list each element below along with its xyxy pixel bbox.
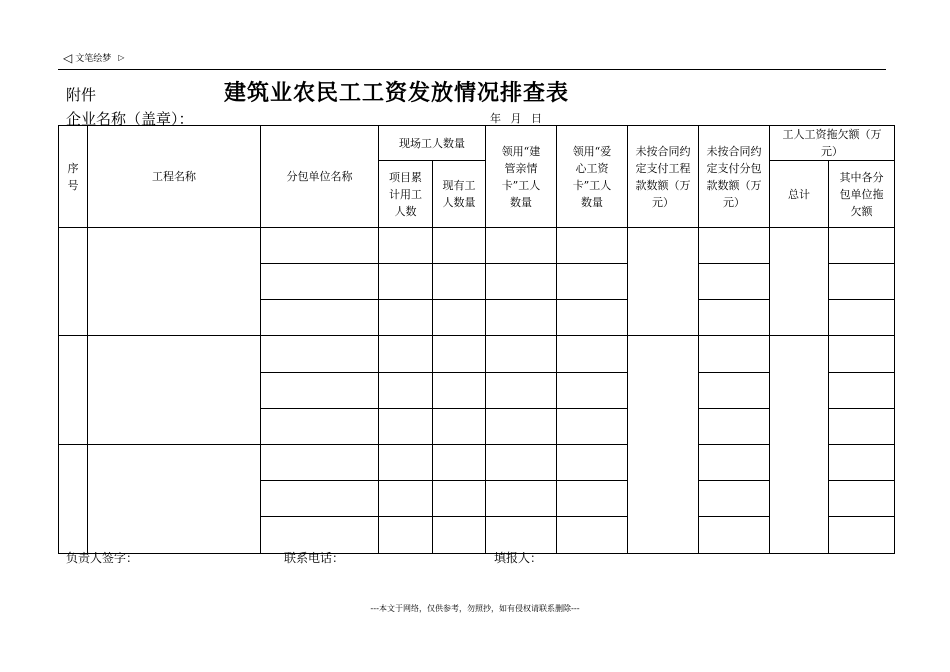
header-jianguan-card xyxy=(486,126,557,228)
cell-subcontractor[interactable] xyxy=(261,481,379,517)
header-unpaid-project xyxy=(628,126,699,228)
cell-subcontractor[interactable] xyxy=(261,300,379,336)
cell[interactable] xyxy=(433,409,486,445)
cell-subcontractor[interactable] xyxy=(261,373,379,409)
cell[interactable] xyxy=(433,373,486,409)
cell[interactable] xyxy=(486,517,557,554)
cell[interactable] xyxy=(699,300,770,336)
attachment-label: 附件 xyxy=(66,86,97,104)
header-workers-group: 现场工人数量 xyxy=(379,126,486,161)
cell[interactable] xyxy=(557,336,628,373)
cell-project-name[interactable] xyxy=(88,445,261,554)
table-row xyxy=(59,336,895,373)
cell[interactable] xyxy=(433,264,486,300)
cell[interactable] xyxy=(829,264,895,300)
date-label: 年 月 日 xyxy=(490,112,542,125)
page-title: 建筑业农民工工资发放情况排查表 xyxy=(224,80,570,106)
cell[interactable] xyxy=(829,228,895,264)
filler-label: 填报人： xyxy=(494,551,543,565)
responsible-signature-label: 负责人签字： xyxy=(66,551,139,565)
header-unpaid-subcontract-text: 未按合同约定支付分包款数额（万元） xyxy=(706,144,762,209)
cell[interactable] xyxy=(486,373,557,409)
cell[interactable] xyxy=(379,336,433,373)
cell[interactable] xyxy=(379,481,433,517)
header-subcontractor-name: 分包单位名称 xyxy=(261,126,379,228)
header-cumulative-workers-text: 项目累计用工人数 xyxy=(389,170,422,218)
header-seq xyxy=(59,126,88,228)
cell[interactable] xyxy=(557,445,628,481)
cell[interactable] xyxy=(486,264,557,300)
cell-subcontractor[interactable] xyxy=(261,517,379,554)
cell[interactable] xyxy=(433,228,486,264)
cell-project-name[interactable] xyxy=(88,228,261,336)
cell-seq[interactable] xyxy=(59,445,88,554)
cell[interactable] xyxy=(557,409,628,445)
cell[interactable] xyxy=(699,517,770,554)
cell[interactable] xyxy=(699,373,770,409)
triangle-left-icon: ◁ xyxy=(63,50,73,65)
cell[interactable] xyxy=(557,517,628,554)
header-aixin-card xyxy=(557,126,628,228)
cell[interactable] xyxy=(433,517,486,554)
cell-arrears-total[interactable] xyxy=(770,336,829,554)
cell[interactable] xyxy=(433,336,486,373)
header-subcontractor-arrears xyxy=(829,161,895,228)
cell-subcontractor[interactable] xyxy=(261,228,379,264)
triangle-right-icon: ▷ xyxy=(118,53,125,62)
cell[interactable] xyxy=(699,481,770,517)
header-unpaid-subcontract xyxy=(699,126,770,228)
cell[interactable] xyxy=(829,336,895,373)
cell[interactable] xyxy=(699,264,770,300)
cell[interactable] xyxy=(486,336,557,373)
cell-seq[interactable] xyxy=(59,336,88,445)
cell[interactable] xyxy=(486,409,557,445)
cell[interactable] xyxy=(379,264,433,300)
cell[interactable] xyxy=(829,373,895,409)
header-current-workers-text: 现有工人数量 xyxy=(442,179,476,209)
header-cumulative-workers xyxy=(379,161,433,228)
cell[interactable] xyxy=(486,228,557,264)
cell[interactable] xyxy=(486,445,557,481)
cell-subcontractor[interactable] xyxy=(261,336,379,373)
cell[interactable] xyxy=(699,445,770,481)
cell[interactable] xyxy=(557,481,628,517)
cell[interactable] xyxy=(379,228,433,264)
cell[interactable] xyxy=(829,445,895,481)
cell[interactable] xyxy=(433,481,486,517)
table-row xyxy=(59,445,895,481)
cell[interactable] xyxy=(379,517,433,554)
cell[interactable] xyxy=(829,481,895,517)
cell[interactable] xyxy=(486,300,557,336)
inspection-table xyxy=(58,125,895,554)
cell[interactable] xyxy=(829,409,895,445)
header-rule xyxy=(58,69,886,70)
header-jianguan-card-text: 领用“建管亲情卡”工人数量 xyxy=(501,144,541,209)
cell[interactable] xyxy=(486,481,557,517)
cell-unpaid-project[interactable] xyxy=(628,336,699,554)
header-current-workers xyxy=(433,161,486,228)
table-row xyxy=(59,228,895,264)
cell[interactable] xyxy=(699,336,770,373)
header-subcontractor-arrears-text: 其中各分包单位拖欠额 xyxy=(839,170,884,218)
company-label: 企业名称（盖章）： xyxy=(66,110,194,128)
cell[interactable] xyxy=(557,228,628,264)
cell[interactable] xyxy=(557,264,628,300)
header-project-name: 工程名称 xyxy=(88,126,261,228)
header-aixin-card-text: 领用“爱心工资卡”工人数量 xyxy=(572,144,612,209)
cell[interactable] xyxy=(433,300,486,336)
brand-text: 文笔绘梦 xyxy=(75,54,112,64)
cell[interactable] xyxy=(433,445,486,481)
cell[interactable] xyxy=(379,300,433,336)
cell[interactable] xyxy=(379,409,433,445)
cell-seq[interactable] xyxy=(59,228,88,336)
cell[interactable] xyxy=(557,373,628,409)
header-unpaid-project-text: 未按合同约定支付工程款数额（万元） xyxy=(635,144,691,209)
cell-subcontractor[interactable] xyxy=(261,409,379,445)
cell-arrears-total[interactable] xyxy=(770,228,829,336)
header-arrears-group xyxy=(770,126,895,161)
header-arrears-group-text: 工人工资拖欠额（万元） xyxy=(782,128,882,158)
header-arrears-total: 总计 xyxy=(770,161,829,228)
cell-project-name[interactable] xyxy=(88,336,261,445)
cell[interactable] xyxy=(699,409,770,445)
cell[interactable] xyxy=(379,445,433,481)
cell[interactable] xyxy=(829,517,895,554)
header-brand xyxy=(63,51,124,64)
footer-disclaimer: ---本文于网络，仅供参考，勿照抄，如有侵权请联系删除--- xyxy=(370,604,580,613)
cell-subcontractor[interactable] xyxy=(261,445,379,481)
cell[interactable] xyxy=(379,373,433,409)
cell-unpaid-project[interactable] xyxy=(628,228,699,336)
cell[interactable] xyxy=(829,300,895,336)
cell-subcontractor[interactable] xyxy=(261,264,379,300)
header-seq-text: 序号 xyxy=(67,161,79,192)
phone-label: 联系电话： xyxy=(284,551,345,565)
cell[interactable] xyxy=(699,228,770,264)
cell[interactable] xyxy=(557,300,628,336)
